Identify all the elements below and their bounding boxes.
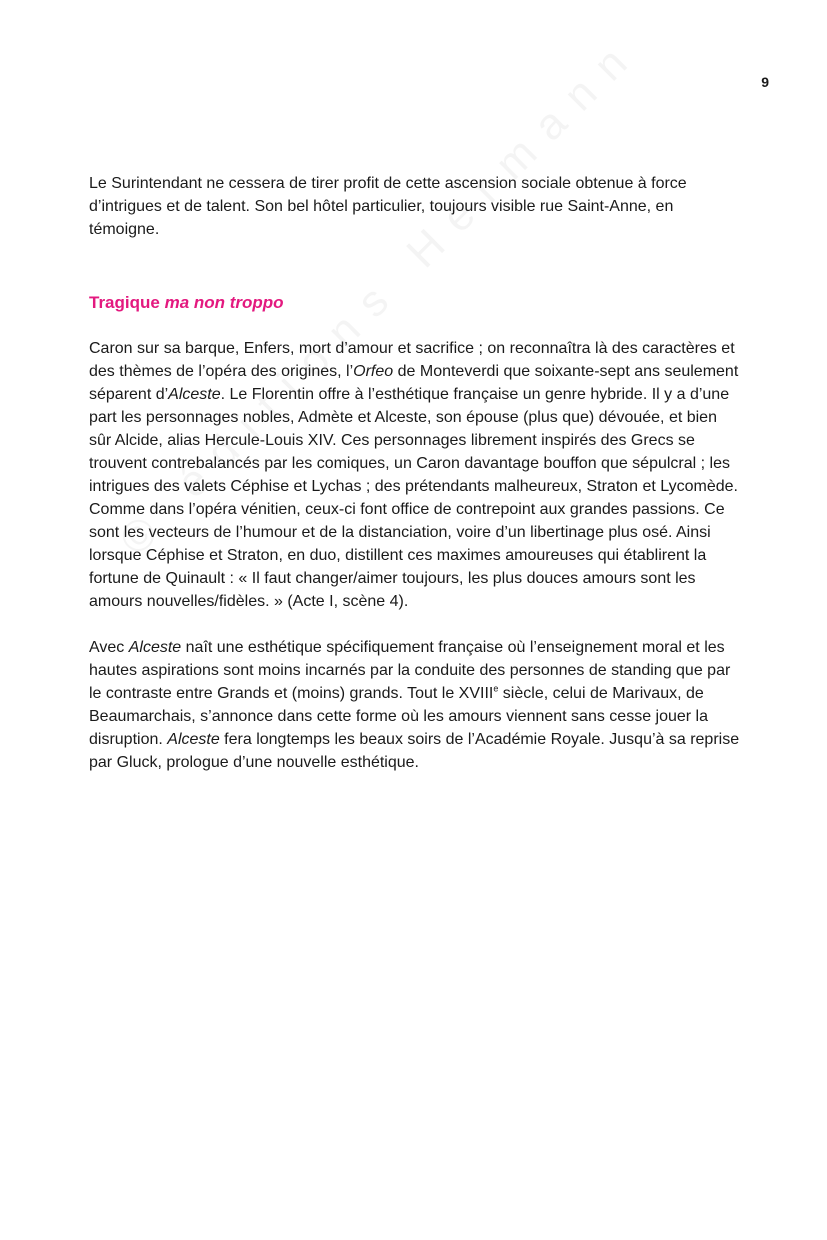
section-heading-italic: ma non troppo (164, 293, 284, 312)
body-paragraph-1 (89, 337, 741, 613)
p2-text-4: fera longtemps les beaux soirs de l’Académie Royale. Jusqu’à sa reprise par Gluck, prologue d’une nouvelle esthétique. (89, 731, 740, 771)
page-content (89, 172, 741, 774)
p2-italic-alceste-2: Alceste (167, 731, 220, 748)
p1-italic-alceste: Alceste (168, 386, 221, 403)
p1-text-2: de Monteverdi que soixante-sept ans seulement séparent d’ (89, 363, 739, 403)
p2-text-3: siècle, celui de Marivaux, de Beaumarchais, s’annonce dans cette forme où les amours viennent sans cesse jouer la disruption. (89, 685, 709, 748)
intro-paragraph: Le Surintendant ne cessera de tirer profit de cette ascension sociale obtenue à force d’intrigues et de talent. Son bel hôtel particulier, toujours visible rue Saint-Anne, en témoigne. (89, 175, 687, 238)
p2-superscript: e (493, 683, 499, 694)
p1-text-3: . Le Florentin offre à l’esthétique française un genre hybride. Il y a d’une part les personnages nobles, Admète et Alceste, son épouse (plus que) dévouée, et bien sûr Alcide, alias Hercule-Louis XIV. Ces personnages librement inspirés des Grecs se trouvent contrebalancés par les comiques, un Caron davantage bouffon que sépulcral ; les intrigues des valets Céphise et Lychas ; des prétendants malheureux, Straton et Lycomède. Comme dans l’opéra vénitien, ceux-ci font office de contrepoint aux grandes passions. Ce sont les vecteurs de l’humour et de la distanciation, voire d’un libertinage plus osé. Ainsi lorsque Céphise et Straton, en duo, distillent ces maximes amoureuses qui établirent la fortune de Quinault : « Il faut changer/aimer toujours, les plus douces amours sont les amours nouvelles/fidèles. » (Acte I, scène 4). (89, 386, 738, 610)
p2-text-2: naît une esthétique spécifiquement française où l’enseignement moral et les hautes aspirations sont moins incarnés par la conduite des personnes de standing que par le contraste entre Grands et (moins) grands. Tout le XVIII (89, 639, 731, 702)
p1-italic-orfeo: Orfeo (353, 363, 394, 380)
body-paragraph-2 (89, 636, 741, 774)
section-heading-main: Tragique (89, 293, 165, 312)
page-number: 9 (761, 74, 769, 90)
p2-italic-alceste-1: Alceste (128, 639, 182, 656)
p2-text-1: Avec (89, 639, 129, 656)
p1-text-1: Caron sur sa barque, Enfers, mort d’amour et sacrifice ; on reconnaîtra là des caractères et des thèmes de l’opéra des origines, l’ (89, 340, 735, 380)
section-heading (89, 291, 741, 314)
